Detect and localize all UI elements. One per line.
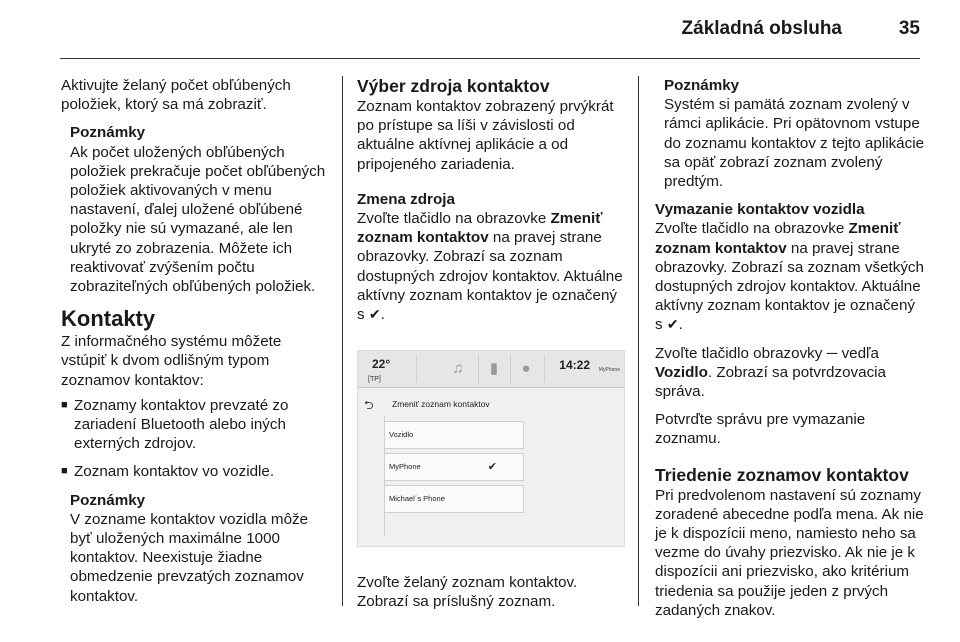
note-title: Poznámky bbox=[664, 77, 740, 94]
screen-tp: [TP] bbox=[368, 376, 381, 384]
change-source-paragraph: Zvoľte tlačidlo na obrazovke Zmeniť zoznam kontaktov na pravej strane obrazovky. Zobrazí sa zoznam dostupných zdrojov kontaktov. Aktuálne aktívny zoznam kontaktov je označený s ✔. bbox=[357, 210, 623, 324]
list-displayed-paragraph: Zobrazí sa príslušný zoznam. bbox=[357, 593, 556, 611]
check-icon: ✔ bbox=[487, 461, 497, 474]
subheading-delete-contacts: Vymazanie kontaktov vozidla bbox=[655, 201, 865, 219]
sorting-paragraph: Pri predvolenom nastavení sú zoznamy zoradené abecedne podľa mena. Ak nie je k dispozícii meno, namiesto neho sa vezme do úvahy priezvisko. Ak nie je k dispozícii ani priezvisko, ako kritérium triedenia sa použije jeden z prvých zadaných znakov. bbox=[655, 486, 924, 619]
column-1 bbox=[61, 76, 329, 606]
list-item: Vozidlo bbox=[384, 421, 524, 449]
check-icon: ✔ bbox=[368, 306, 381, 323]
divider bbox=[544, 355, 545, 383]
screen-temperature: 22° bbox=[372, 357, 391, 372]
note-favourites bbox=[70, 123, 329, 296]
page-number: 35 bbox=[898, 18, 920, 39]
column-3 bbox=[655, 76, 925, 620]
column-divider-1 bbox=[342, 76, 343, 606]
screen-time: 14:22 bbox=[559, 358, 590, 373]
check-icon: ✔ bbox=[666, 316, 679, 333]
bullet-icon: ■ bbox=[61, 398, 68, 411]
music-icon: ♫ bbox=[452, 360, 464, 378]
back-icon: ⮌ bbox=[364, 398, 374, 413]
subheading-change-source: Zmena zdroja bbox=[357, 190, 455, 208]
section-heading-source: Výber zdroja kontaktov bbox=[357, 76, 550, 96]
minus-icon: ─ bbox=[826, 344, 838, 362]
screen-title: Zmeniť zoznam kontaktov bbox=[392, 399, 490, 410]
delete-paragraph-2: Zvoľte tlačidlo obrazovky ─ vedľa Vozidlo. Zobrazí sa potvrdzovacia správa. bbox=[655, 344, 886, 401]
list-item: MyPhone ✔ bbox=[384, 453, 524, 481]
list-item: ■ Zoznamy kontaktov prevzaté zo zariadení Bluetooth alebo iných externých zdrojov. bbox=[61, 396, 289, 453]
source-paragraph: Zoznam kontaktov zobrazený prvýkrát po prístupe sa líši v závislosti od aktuálne aktívnej aplikácie a od pripojeného zariadenia. bbox=[357, 98, 614, 173]
note-vehicle-contacts bbox=[70, 491, 329, 606]
screen-provider: MyPhone bbox=[598, 367, 620, 374]
header-title: Základná obsluha bbox=[681, 18, 842, 39]
note-text: Ak počet uložených obľúbených položiek prekračuje počet obľúbených položiek aktivovaných v menu nastavení, ďalej uložené obľúbené položky nie sú vymazané, ale len ukryté zo zobrazenia. Môžete ich reaktivovať zvýšením počtu zobraziteľných obľúbených položiek. bbox=[70, 143, 326, 296]
contacts-paragraph: Z informačného systému môžete vstúpiť k dvom odlišným typom zoznamov kontaktov: bbox=[61, 333, 282, 389]
delete-paragraph-3: Potvrďte správu pre vymazanie zoznamu. bbox=[655, 411, 866, 448]
contacts-list bbox=[61, 396, 329, 482]
intro-paragraph: Aktivujte želaný počet obľúbených položiek, ktorý sa má zobraziť. bbox=[61, 77, 291, 114]
section-heading-contacts: Kontakty bbox=[61, 306, 156, 332]
list-item: Michael´s Phone bbox=[384, 485, 524, 513]
screen-source-list bbox=[384, 421, 524, 517]
note-title: Poznámky bbox=[70, 124, 146, 142]
bullet-icon: ■ bbox=[61, 465, 68, 478]
phone-icon: ▮ bbox=[489, 360, 499, 378]
note-text: V zozname kontaktov vozidla môže byť uložených maximálne 1000 kontaktov. Neexistuje žiadne obmedzenie prevzatých zoznamov kontaktov. bbox=[70, 510, 309, 605]
column-divider-2 bbox=[638, 76, 639, 606]
select-list-paragraph: Zvoľte želaný zoznam kontaktov. bbox=[357, 574, 578, 592]
globe-icon: ● bbox=[521, 360, 531, 378]
delete-paragraph-1: Zvoľte tlačidlo na obrazovke Zmeniť zoznam kontaktov na pravej strane obrazovky. Zobrazí sa zoznam všetkých dostupných zdrojov kontaktov. Aktuálne aktívny zoznam kontaktov je označený s ✔. bbox=[655, 220, 924, 334]
infotainment-screen-figure bbox=[357, 350, 625, 547]
divider bbox=[478, 355, 479, 383]
header-divider bbox=[60, 58, 920, 59]
divider bbox=[510, 355, 511, 383]
section-heading-sorting: Triedenie zoznamov kontaktov bbox=[655, 464, 909, 485]
column-2 bbox=[357, 76, 627, 612]
screen-status-bar bbox=[358, 351, 624, 388]
note-title: Poznámky bbox=[70, 491, 146, 509]
list-item: ■ Zoznam kontaktov vo vozidle. bbox=[61, 463, 275, 481]
note-remembered-list bbox=[664, 76, 925, 191]
note-text: Systém si pamätá zoznam zvolený v rámci aplikácie. Pri opätovnom vstupe do zoznamu kontaktov z tejto aplikácie sa opäť zobrazí zoznam zvolený predtým. bbox=[664, 96, 925, 191]
divider bbox=[416, 355, 417, 383]
